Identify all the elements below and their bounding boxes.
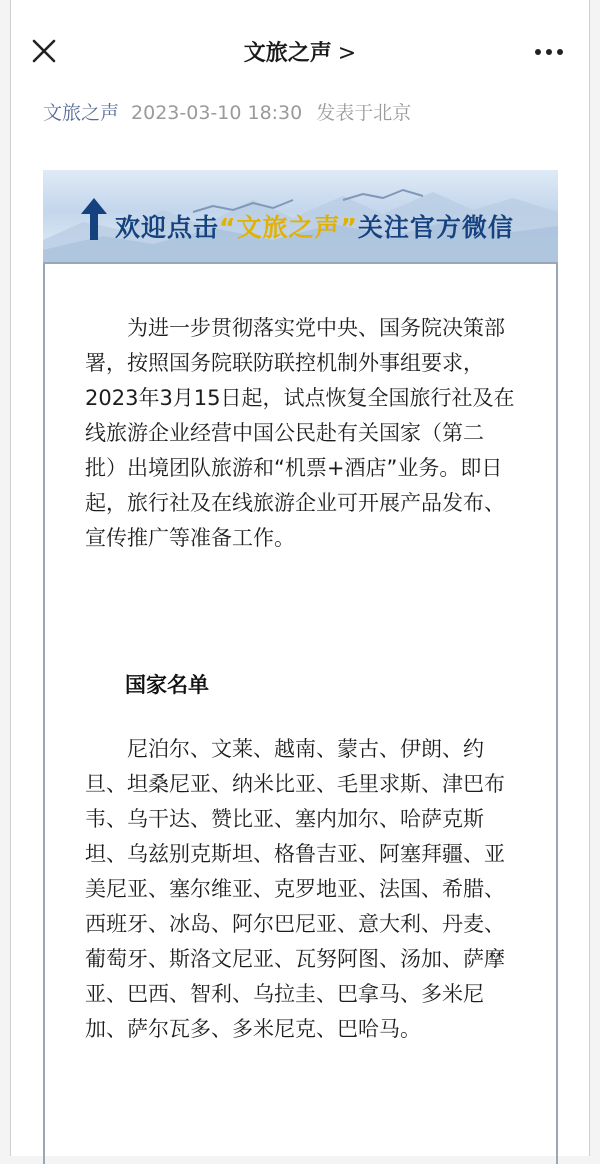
banner-suffix: 关注官方微信 (357, 213, 514, 242)
article-body (43, 262, 558, 1164)
publish-datetime: 2023-03-10 18:30 (131, 102, 303, 124)
more-options-button[interactable] (531, 40, 567, 64)
banner-highlight: “文旅之声” (219, 213, 358, 242)
intro-paragraph: 为进一步贯彻落实党中央、国务院决策部署，按照国务院联防联控机制外事组要求，2023年3月15日起，试点恢复全国旅行社及在线旅游企业经营中国公民赴有关国家（第二批）出境团队旅游和“机票+酒店”业务。即日起，旅行社及在线旅游企业可开展产品发布、宣传推广等准备工作。 (85, 316, 515, 550)
follow-banner[interactable] (43, 170, 558, 262)
banner-caption (115, 208, 514, 244)
up-arrow-icon (81, 198, 107, 240)
country-list-paragraph: 尼泊尔、文莱、越南、蒙古、伊朗、约旦、坦桑尼亚、纳米比亚、毛里求斯、津巴布韦、乌干达、赞比亚、塞内加尔、哈萨克斯坦、乌兹别克斯坦、格鲁吉亚、阿塞拜疆、亚美尼亚、塞尔维亚、克罗地亚、法国、希腊、西班牙、冰岛、阿尔巴尼亚、意大利、丹麦、葡萄牙、斯洛文尼亚、瓦努阿图、汤加、萨摩亚、巴西、智利、乌拉圭、巴拿马、多米尼加、萨尔瓦多、多米尼克、巴哈马。 (85, 737, 505, 1041)
publish-location: 发表于北京 (316, 102, 412, 124)
top-navigation-bar (11, 0, 589, 100)
article-meta (43, 98, 411, 125)
more-icon (531, 40, 567, 64)
banner-prefix: 欢迎点击 (115, 213, 220, 242)
article-page (10, 0, 590, 1156)
section-heading: 国家名单 (125, 673, 209, 697)
account-title-link[interactable] (11, 36, 589, 67)
account-name-link[interactable]: 文旅之声 (43, 102, 120, 124)
chevron-right-icon: > (337, 41, 357, 66)
account-title: 文旅之声 (243, 41, 332, 66)
